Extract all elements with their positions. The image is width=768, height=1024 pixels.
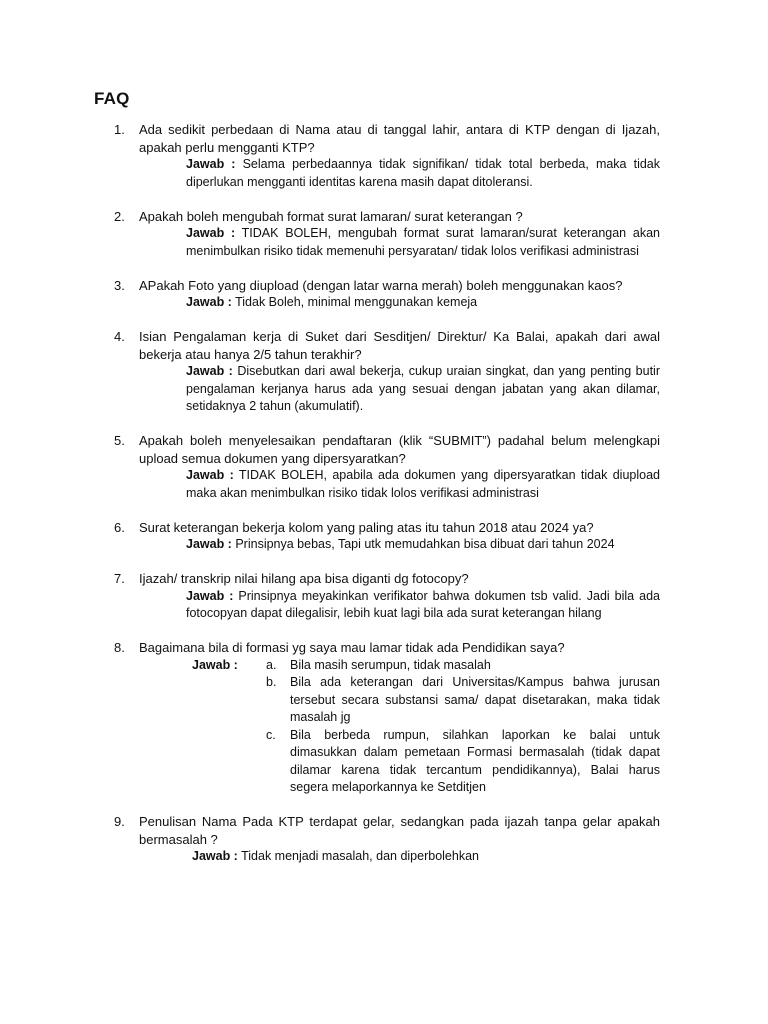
faq-list bbox=[0, 121, 768, 882]
answer-text: Tidak Boleh, minimal menggunakan kemeja bbox=[235, 295, 478, 309]
sub-answer-letter: a. bbox=[266, 657, 277, 672]
sub-answer-c bbox=[266, 727, 660, 797]
faq-item-6 bbox=[0, 519, 768, 554]
faq-question: Ada sedikit perbedaan di Nama atau di tanggal lahir, antara di KTP dengan di Ijazah, apakah perlu mengganti KTP? bbox=[139, 122, 660, 155]
sub-answer-text: Bila ada keterangan dari Universitas/Kampus bahwa jurusan tersebut secara substansi sama/ dapat disetarakan, maka tidak masalah jg bbox=[290, 675, 660, 724]
faq-answer bbox=[186, 467, 660, 502]
answer-label: Jawab : bbox=[186, 157, 236, 171]
faq-number: 3. bbox=[114, 277, 125, 293]
faq-answer bbox=[186, 156, 660, 191]
answer-text: Tidak menjadi masalah, dan diperbolehkan bbox=[241, 849, 479, 863]
answer-text: TIDAK BOLEH, mengubah format surat lamaran/surat keterangan akan menimbulkan risiko tidak memenuhi persyaratan/ tidak lolos verifikasi administrasi bbox=[186, 226, 660, 258]
faq-question: Penulisan Nama Pada KTP terdapat gelar, sedangkan pada ijazah tanpa gelar apakah bermasalah ? bbox=[139, 814, 660, 847]
faq-number: 9. bbox=[114, 814, 125, 829]
answer-text: Disebutkan dari awal bekerja, cukup uraian singkat, dan yang penting butir pengalaman kerjanya harus ada yang sesuai dengan jabatan yang akan dilamar, setidaknya 2 tahun (akumulatif). bbox=[186, 364, 660, 413]
faq-item-7 bbox=[0, 570, 768, 623]
answer-label: Jawab : bbox=[186, 295, 232, 309]
faq-question: Isian Pengalaman kerja di Suket dari Sesditjen/ Direktur/ Ka Balai, apakah dari awal bekerja atau hanya 2/5 tahun terakhir? bbox=[139, 329, 660, 362]
answer-label: Jawab : bbox=[186, 537, 232, 551]
faq-item-9 bbox=[0, 813, 768, 866]
faq-answer bbox=[186, 294, 660, 312]
answer-text: TIDAK BOLEH, apabila ada dokumen yang dipersyaratkan tidak diupload maka akan menimbulkan risiko tidak lolos verifikasi administrasi bbox=[186, 468, 660, 500]
faq-item-2 bbox=[0, 208, 768, 261]
answer-label: Jawab : bbox=[186, 468, 234, 482]
answer-label: Jawab : bbox=[186, 226, 236, 240]
sub-answer-a bbox=[266, 657, 660, 675]
sub-answer-text: Bila berbeda rumpun, silahkan laporkan ke balai untuk dimasukkan dalam pemetaan Formasi bermasalah (tidak dapat dilamar karena tidak tercantum pendidikannya), Balai harus segera melaporkannya ke Setditjen bbox=[290, 727, 660, 794]
faq-answer bbox=[186, 536, 660, 554]
sub-answer-b bbox=[266, 674, 660, 727]
answer-text: Prinsipnya bebas, Tapi utk memudahkan bisa dibuat dari tahun 2024 bbox=[235, 537, 615, 551]
faq-number: 6. bbox=[114, 519, 125, 535]
answer-text: Prinsipnya meyakinkan verifikator bahwa dokumen tsb valid. Jadi bila ada fotocopyan dapat dilegalisir, lebih kuat lagi bila ada surat keterangan hilang bbox=[186, 588, 660, 620]
faq-answer bbox=[186, 363, 660, 416]
faq-question: Bagaimana bila di formasi yg saya mau lamar tidak ada Pendidikan saya? bbox=[139, 640, 565, 655]
answer-text: Selama perbedaannya tidak signifikan/ tidak total berbeda, maka tidak diperlukan mengganti identitas karena masih dapat ditoleransi. bbox=[186, 157, 661, 189]
sub-answer-letter: b. bbox=[266, 675, 277, 689]
faq-number: 8. bbox=[114, 640, 125, 655]
faq-question: APakah Foto yang diupload (dengan latar warna merah) boleh menggunakan kaos? bbox=[139, 277, 623, 293]
faq-item-4 bbox=[0, 328, 768, 416]
faq-answer bbox=[186, 588, 660, 623]
faq-question: Ijazah/ transkrip nilai hilang apa bisa diganti dg fotocopy? bbox=[139, 571, 469, 586]
faq-question: Apakah boleh menyelesaikan pendaftaran (klik “SUBMIT”) padahal belum melengkapi upload semua dokumen yang dipersyaratkan? bbox=[139, 433, 660, 466]
faq-item-3 bbox=[0, 277, 768, 312]
faq-number: 7. bbox=[114, 571, 125, 586]
faq-question: Apakah boleh mengubah format surat lamaran/ surat keterangan ? bbox=[139, 208, 523, 224]
faq-question: Surat keterangan bekerja kolom yang paling atas itu tahun 2018 atau 2024 ya? bbox=[139, 519, 594, 535]
answer-label: Jawab : bbox=[192, 657, 238, 672]
faq-item-1 bbox=[0, 121, 768, 191]
faq-answer bbox=[192, 848, 660, 866]
faq-number: 2. bbox=[114, 208, 125, 224]
faq-item-5 bbox=[0, 432, 768, 502]
faq-answer-list bbox=[192, 657, 660, 797]
faq-item-8 bbox=[0, 639, 768, 797]
faq-answer bbox=[186, 225, 660, 260]
faq-number: 1. bbox=[114, 122, 125, 137]
faq-number: 5. bbox=[114, 433, 125, 448]
faq-number: 4. bbox=[114, 329, 125, 344]
sub-answer-letter: c. bbox=[266, 727, 276, 742]
page-title: FAQ bbox=[94, 89, 130, 108]
answer-label: Jawab : bbox=[192, 849, 238, 863]
answer-label: Jawab : bbox=[186, 364, 233, 378]
answer-label: Jawab : bbox=[186, 588, 234, 603]
sub-answer-text: Bila masih serumpun, tidak masalah bbox=[290, 657, 491, 672]
